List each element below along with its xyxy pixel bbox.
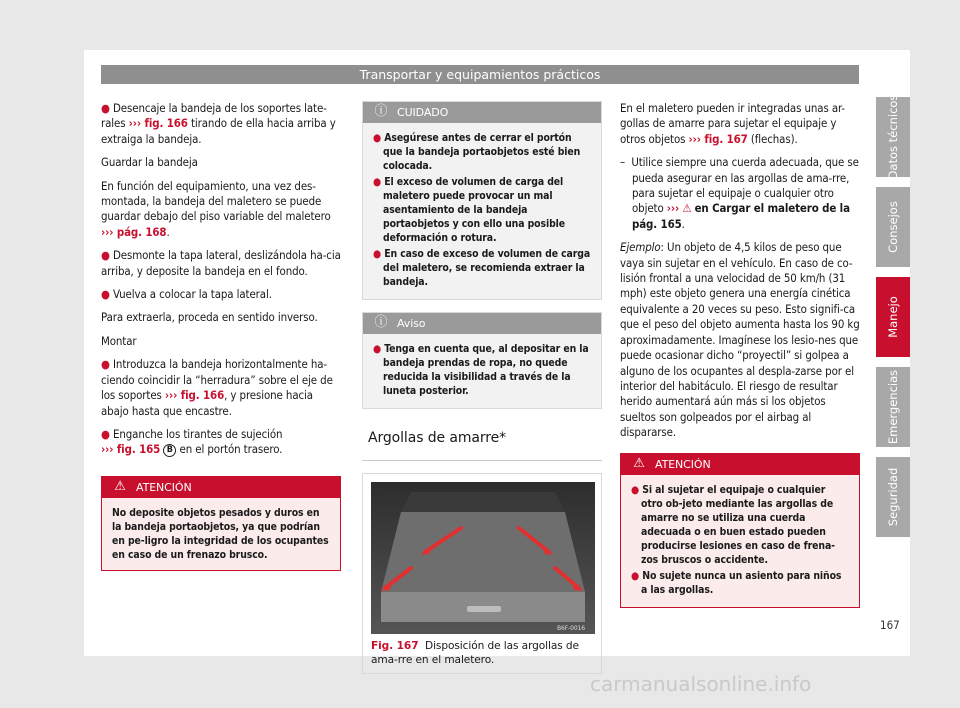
trunk-illustration <box>371 482 595 634</box>
warning-triangle-icon: ⚠ <box>682 201 692 216</box>
tab-datos-tecnicos[interactable]: Datos técnicos <box>876 97 910 177</box>
figure-link[interactable]: ››› fig. 166 <box>164 388 225 403</box>
list-item: ● Tenga en cuenta que, al depositar en la bandeja prendas de ropa, no quede reducida la visibilidad a través de la luneta posterior. <box>373 343 589 397</box>
watermark: carmanualsonline.info <box>590 672 812 696</box>
page-number: 167 <box>880 618 900 632</box>
divider <box>362 460 602 461</box>
bullet-icon: ● <box>101 248 110 263</box>
paragraph: ● Desmonte la tapa lateral, deslizándola ha-cia arriba, y deposite la bandeja en el fondo. <box>101 248 341 278</box>
paragraph: ● Introduzca la bandeja horizontalmente ha-ciendo coincidir la “herradura” sobre el eje de los soportes ››› fig. 166, y presione hacia abajo hasta que encastre. <box>101 357 333 418</box>
column-middle <box>362 101 602 674</box>
list-item: ● Asegúrese antes de cerrar el portón que la bandeja portaobjetos esté bien colocada. <box>373 132 581 172</box>
page-header: Transportar y equipamientos prácticos <box>101 65 859 84</box>
subheading-guardar: Guardar la bandeja <box>101 155 198 170</box>
ref-link[interactable]: ››› <box>666 201 680 216</box>
tab-consejos[interactable]: Consejos <box>876 187 910 267</box>
figure <box>362 473 602 674</box>
section-title: Argollas de amarre* <box>368 430 507 446</box>
warning-triangle-icon: ⚠ <box>633 455 645 471</box>
paragraph: En el maletero pueden ir integradas unas ar-gollas de amarre para sujetar el equipaje y otros objetos ››› fig. 167 (flechas). <box>620 101 846 146</box>
notice-box: ⓘ Aviso ● Tenga en cuenta que, al depositar en la bandeja prendas de ropa, no quede reducida la visibilidad a través de la luneta posterior. <box>362 312 602 409</box>
subheading-montar: Montar <box>101 333 137 348</box>
paragraph: ● Desencaje la bandeja de los soportes late-rales ››› fig. 166 tirando de ella hacia arriba y extraiga la bandeja. <box>101 101 336 146</box>
figure-link[interactable]: ››› fig. 165 <box>101 442 161 457</box>
column-right <box>620 101 860 618</box>
caution-box: ⓘ CUIDADO ● Asegúrese antes de cerrar el portón que la bandeja portaobjetos esté bien colocada. ● El exceso de volumen de carga del maletero puede provocar un mal asentamiento de la bandeja portaobjetos y con ello una posible deformación o rotura. ● En caso de exceso de volumen de carga del maletero, se recomienda extraer la bandeja. <box>362 101 602 300</box>
list-item: ● El exceso de volumen de carga del maletero puede provocar un mal asentamiento de la bandeja portaobjetos y con ello una posible deformación o rotura. <box>373 176 565 244</box>
warning-text: No deposite objetos pesados y duros en la bandeja portaobjetos, ya que podrían en pe-ligro la integridad de los ocupantes en caso de un frenazo brusco. <box>112 506 329 561</box>
bullet-icon: ● <box>101 357 110 372</box>
figure-link[interactable]: ››› fig. 167 <box>688 131 748 146</box>
column-left <box>101 101 341 581</box>
dash-item: – Utilice siempre una cuerda adecuada, que se pueda asegurar en las argollas de ama-rre, para sujetar el equipaje o cualquier otro objeto ››› ⚠ en Cargar el maletero de la pág. 165. <box>620 155 859 231</box>
tab-manejo[interactable]: Manejo <box>876 277 910 357</box>
figure-caption: Fig. 167 Disposición de las argollas de ama-rre en el maletero. <box>371 640 579 666</box>
list-item: ● En caso de exceso de volumen de carga del maletero, se recomienda extraer la bandeja. <box>373 248 591 288</box>
callout-letter: B <box>163 444 176 457</box>
paragraph: En función del equipamiento, una vez des-montada, la bandeja del maletero se puede guardar debajo del piso variable del maletero ››› pág. 168. <box>101 178 331 239</box>
bullet-icon: ● <box>101 426 110 441</box>
svg-text:B6F-0016: B6F-0016 <box>557 625 586 633</box>
paragraph: Ejemplo: Un objeto de 4,5 kilos de peso que vaya sin sujetar en el vehículo. En caso de co-lisión frontal a una velocidad de 50 km/h (31 mph) este objeto genera una energía cinética equivalente a 20 veces su peso. Esto signifi-ca que el peso del objeto aumenta hasta los 90 kg aproximadamente. Imagínese los lesio-nes que puede ocasionar dicho “proyectil” si golpea a alguno de los ocupantes al despla-zarse por el interior del habitáculo. El riesgo de resultar herido aumentará aún más si los objetos sueltos son golpeados por el airbag al dispararse. <box>620 240 860 440</box>
warning-triangle-icon: ⚠ <box>114 478 126 494</box>
chapter-tabs <box>876 94 910 547</box>
paragraph: ● Vuelva a colocar la tapa lateral. <box>101 287 272 302</box>
list-item: ● Si al sujetar el equipaje o cualquier otro ob-jeto mediante las argollas de amarre no se utiliza una cuerda adecuada o en buen estado pueden producirse lesiones en caso de frena-zos bruscos o accidente. <box>631 483 835 566</box>
info-circle-icon: ⓘ <box>374 104 388 119</box>
paragraph: Para extraerla, proceda en sentido inverso. <box>101 310 318 325</box>
bullet-icon: ● <box>101 287 110 302</box>
tab-seguridad[interactable]: Seguridad <box>876 457 910 537</box>
bullet-icon: ● <box>101 101 110 115</box>
list-item: ● No sujete nunca un asiento para niños a las argollas. <box>631 569 842 596</box>
warning-box: ⚠ ATENCIÓN No deposite objetos pesados y duros en la bandeja portaobjetos, ya que podrían en pe-ligro la integridad de los ocupantes en caso de un frenazo brusco. <box>101 476 341 571</box>
ref-link[interactable]: en Cargar el maletero de la pág. 165 <box>632 201 850 231</box>
paragraph: ● Enganche los tirantes de sujeción ››› fig. 165 B en el portón trasero. <box>101 426 283 457</box>
warning-box: ⚠ ATENCIÓN ● Si al sujetar el equipaje o cualquier otro ob-jeto mediante las argollas de amarre no se utiliza una cuerda adecuada o en buen estado pueden producirse lesiones en caso de frena-zos bruscos o accidente. ● No sujete nunca un asiento para niños a las argollas. <box>620 453 860 608</box>
page-link[interactable]: ››› pág. 168 <box>101 224 167 239</box>
figure-link[interactable]: ››› fig. 166 <box>128 116 188 131</box>
tab-emergencias[interactable]: Emergencias <box>876 367 910 447</box>
trunk-photo <box>371 482 595 634</box>
note-icon: ⓘ <box>374 315 388 330</box>
